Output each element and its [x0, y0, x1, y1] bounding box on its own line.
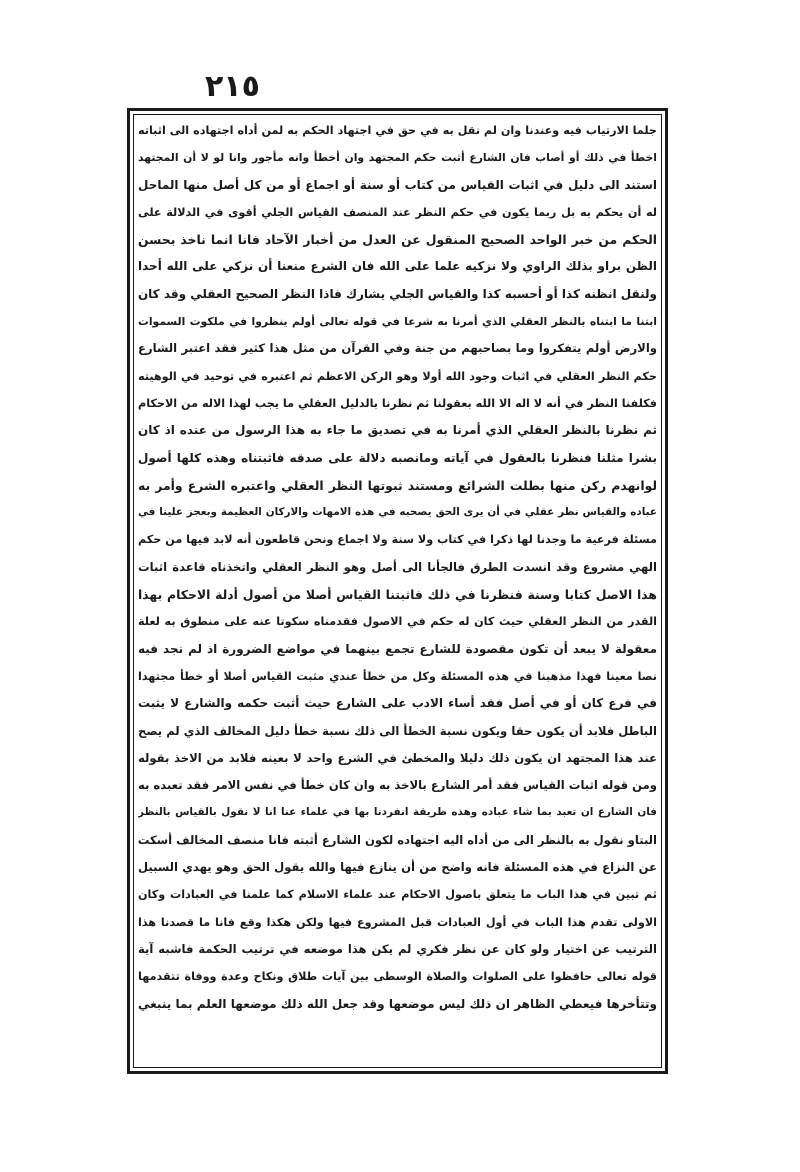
text-line: عند هذا المجتهد ان يكون ذلك دليلا والمخطئ في الشرع واحد لا بعينه فلابد من الاخذ بقوله: [138, 750, 657, 765]
text-line: وتتأخرها فيعطي الظاهر ان ذلك ليس موضعها وقد جعل الله ذلك موضعها العلم بما ينبغي: [138, 996, 657, 1011]
text-line: الظن براو بذلك الراوي ولا نزكيه علما على الله فان الشرع منعنا أن نزكي على الله أحدا: [138, 259, 657, 274]
text-line: القدر من النظر العقلي حيث كان له حكم في الاصول فقدمناه سكوتا عنه على منطوق به لعلة: [138, 615, 657, 629]
text-line: مسئلة فرعية ما وجدنا لها ذكرا في كتاب ولا سنة ولا اجماع ونحن قاطعون أنه لابد فيها من حكم: [138, 533, 657, 547]
page-number: ٢١٥: [205, 69, 260, 104]
text-line: معقولة لا يبعد أن تكون مقصودة للشارع تجمع بينهما في مواضع الضرورة اذ لم نجد فيه: [138, 641, 657, 656]
text-line: الاولى تقدم هذا الباب في أول العبادات قبل المشروع فيها ولكن هكذا وقع فانا ما قصدنا هذا: [138, 915, 657, 929]
text-line: الحكم من خبر الواحد الصحيح المنقول عن العدل من أخبار الآحاد فانا انما ناخذ بحسن: [138, 232, 657, 248]
text-line: بشرا مثلنا فنظرنا بالعقول في آياته ومانصبه دلالة على صدقه فاثبتناه وهذه كلها أصول: [138, 450, 657, 465]
text-line: الترتيب عن اختيار ولو كان عن نظر فكري لم يكن هذا موضعه في ترتيب الحكمة فاشبه آية: [138, 941, 657, 956]
text-line: قوله تعالى حافظوا على الصلوات والصلاة الوسطى بين آيات طلاق ونكاح وعدة ووفاة تتقدمها: [138, 970, 657, 984]
text-line: الهي مشروع وقد انسدت الطرق فالجأنا الى أصل وهو النظر العقلي واتخذناه قاعدة اثبات: [138, 559, 657, 574]
text-line: عن النزاع في هذه المسئلة فانه واضح من أن ينازع فيها والله يقول الحق وهو يهدي السبيل: [138, 860, 657, 875]
text-line: عباده والقياس نظر عقلي في أن يرى الحق يصحبه في هذه الامهات والاركان العظيمة وبعجز علينا في: [138, 506, 657, 519]
text-line: له أن يحكم به بل ربما يكون في حكم النظر عند المنصف القياس الجلي أقوى في الدلالة على: [138, 205, 657, 219]
text-line: ولنقل انظنه كذا أو أحسبه كذا والقياس الجلي يشارك فاذا النظر الصحيح العقلي وقد كان: [138, 286, 657, 301]
text-line: ومن قوله اثبات القياس فقد أمر الشارع بالاخذ به وان كان خطأ في نفس الامر فقد تعبده به: [138, 778, 657, 793]
text-line: استند الى دليل في اثبات القياس من كتاب أو سنة أو اجماع أو من كل أصل منها الماحل: [138, 177, 657, 192]
text-line: الباطل فلابد أن يكون حقا ويكون نسبة الخطأ الى ذلك نسبة خطأ دليل المخالف الذي لم يصح: [138, 723, 657, 738]
text-line: ثم نظرنا بالنظر العقلي الذي أمرنا به في تصديق ما جاء به هذا الرسول من عنده اذ كان: [138, 423, 657, 438]
text-line: جلما الارتياب فيه وعندنا وان لم نقل به في حق في اجتهاد الحكم به لمن أداه اجتهاده الى اثباته: [138, 124, 657, 137]
text-line: هذا الاصل كتابا وسنة فنظرنا في ذلك فاثبتنا القياس أصلا من أصول أدلة الاحكام بهذا: [138, 587, 657, 603]
text-line: ثم تبين في هذا الباب ما يتعلق باصول الاحكام عند علماء الاسلام كما علمنا في العبادات وكان: [138, 888, 657, 902]
text-line: حكم النظر العقلي في اثبات وجود الله أولا وهو الركن الاعظم ثم اعتبره في توحيد في الوهيته: [138, 369, 657, 383]
text-frame: [127, 108, 668, 1074]
body-text: [138, 117, 657, 1018]
text-line: فكلفنا النظر في أنه لا اله الا الله بعقولنا ثم نظرنا بالدليل العقلي ما يجب لهذا الاله من الاحكام: [138, 396, 657, 410]
text-line: في فرع كان أو في أصل فقد أساء الادب على الشارع حيث أثبت حكمه والشارع لا يثبت: [138, 696, 657, 711]
text-line: والارض أولم يتفكروا وما بصاحبهم من جنة وفي القرآن من مثل هذا كثير فقد اعتبر الشارع: [138, 341, 657, 356]
text-line: البتاو نقول به بالنظر الى من أداه اليه اجتهاده لكون الشارع أثبته فانا منصف المخالف أسكت: [138, 832, 657, 847]
text-line: لوانهدم ركن منها بطلت الشرائع ومستند ثبوتها النظر العقلي واعتبره الشرع وأمر به: [138, 477, 657, 493]
text-line: فان الشارع ان تعبد بما شاء عباده وهذه طريقة انفردنا بها في علماء عنا انا لا نقول بالقياس بالنظر: [138, 806, 657, 819]
text-line: اخطأ في ذلك أو أصاب فان الشارع أثبت حكم المجتهد وان أخطأ وانه مأجور وانا لو لا أن المجتهد: [138, 151, 657, 165]
text-line: ابتنا ما ابتناه بالنظر العقلي الذي أمرنا به شرعا في قوله تعالى أولم ينظروا في ملكوت السموات: [138, 315, 657, 329]
text-line: نصا معينا فهذا مذهبنا في هذه المسئلة وكل من خطأ عندي مثبت القياس أصلا أو خطأ مجتهدا: [138, 669, 657, 683]
